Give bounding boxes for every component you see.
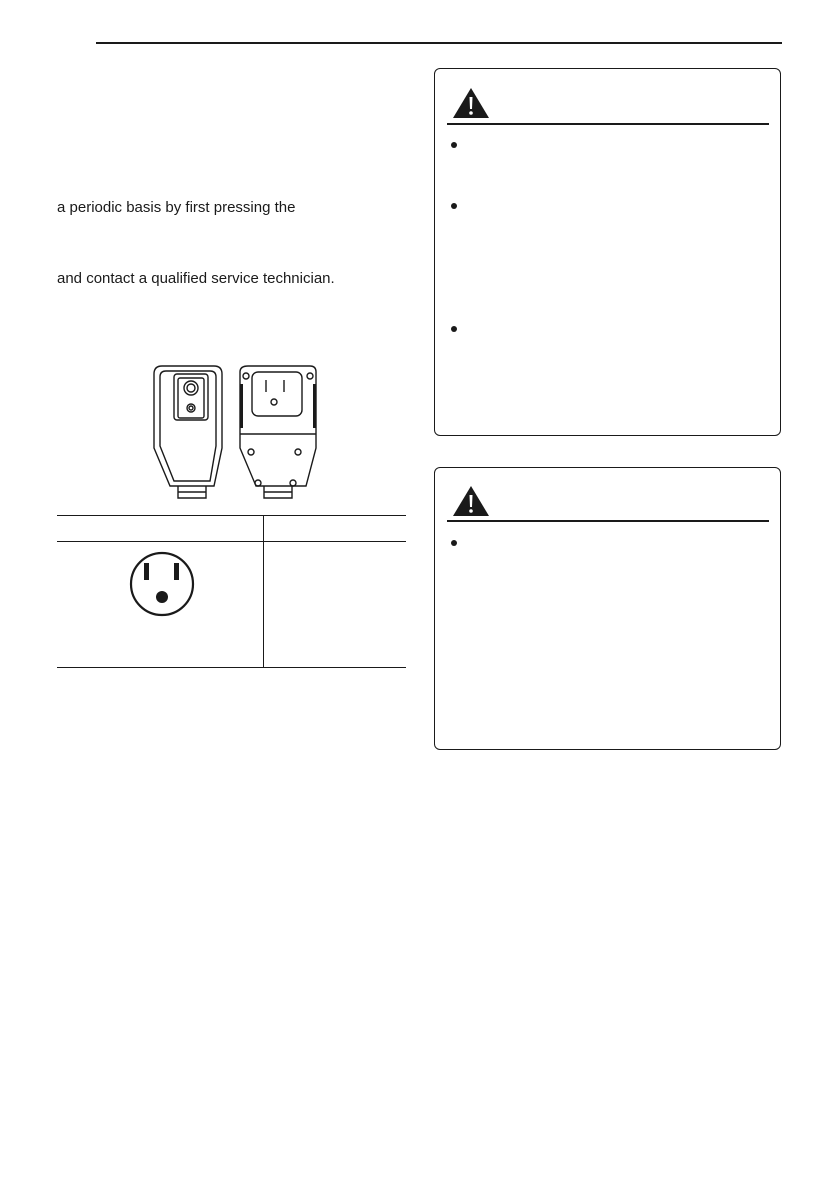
table-header-rule (57, 541, 406, 542)
body-text-line-1: a periodic basis by first pressing the (57, 199, 296, 216)
grounded-outlet-icon (128, 550, 196, 618)
warning-box-1-rule (447, 123, 769, 125)
header-rule (96, 42, 782, 44)
warning-box-2 (434, 467, 781, 750)
warning-triangle-icon (452, 485, 490, 517)
warning-box-1 (434, 68, 781, 436)
bullet-4 (451, 540, 457, 546)
bullet-1 (451, 142, 457, 148)
warning-box-2-rule (447, 520, 769, 522)
table-column-divider (263, 516, 264, 667)
bullet-3 (451, 326, 457, 332)
warning-triangle-icon (452, 87, 490, 119)
outlet-table (57, 515, 406, 668)
body-text-line-2: and contact a qualified service technician. (57, 270, 335, 287)
power-cord-plug-icon (150, 362, 320, 502)
bullet-2 (451, 203, 457, 209)
